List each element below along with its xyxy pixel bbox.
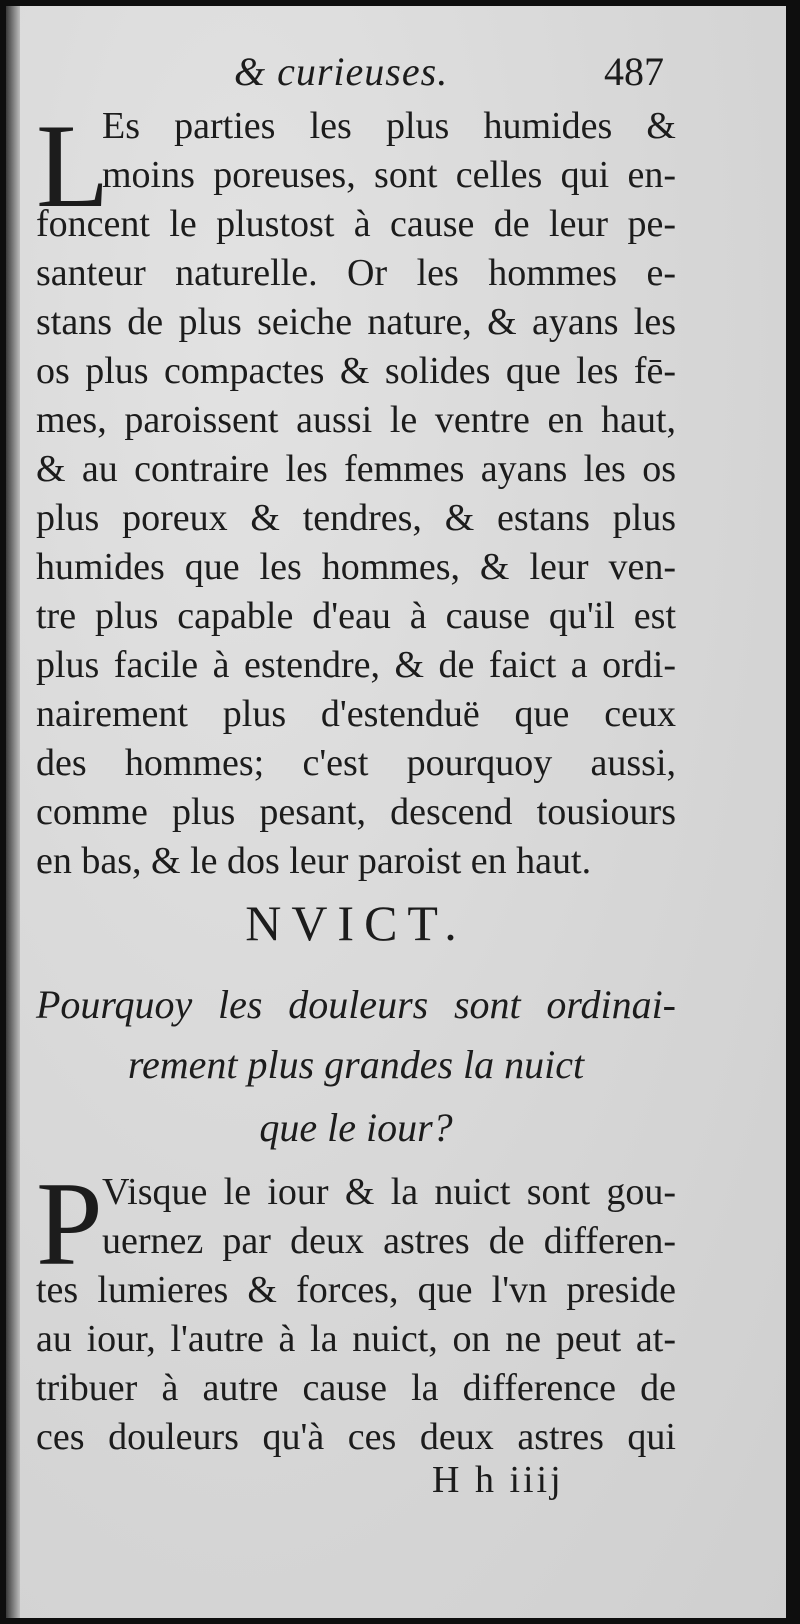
text-line: plus facile à estendre, & de faict a ordi- — [36, 644, 676, 686]
text-line: Es parties les plus humides & — [102, 105, 676, 147]
text-line: comme plus pesant, descend tousiours — [36, 791, 676, 833]
page-gutter-shadow — [6, 6, 20, 1618]
paragraph-2 — [36, 1168, 676, 1462]
text-line: moins poreuses, sont celles qui en- — [102, 154, 676, 196]
text-line: tribuer à autre cause la difference de — [36, 1367, 676, 1409]
running-head — [6, 48, 786, 108]
text-line: stans de plus seiche nature, & ayans les — [36, 301, 676, 343]
text-line: tre plus capable d'eau à cause qu'il est — [36, 595, 676, 637]
text-line: santeur naturelle. Or les hommes e- — [36, 252, 676, 294]
question-line-1: Pourquoy les douleurs sont ordinai- — [36, 982, 676, 1027]
text-line: & au contraire les femmes ayans les os — [36, 448, 676, 490]
text-line: plus poreux & tendres, & estans plus — [36, 497, 676, 539]
text-line: tes lumieres & forces, que l'vn preside — [36, 1269, 676, 1311]
book-page — [6, 6, 786, 1618]
text-line: mes, paroissent aussi le ventre en haut, — [36, 399, 676, 441]
page-number: 487 — [604, 49, 664, 94]
text-line: au iour, l'autre à la nuict, on ne peut at- — [36, 1318, 676, 1360]
running-head-title: & curieuses. — [234, 49, 449, 94]
drop-cap-p: P — [36, 1157, 103, 1290]
text-line: ces douleurs qu'à ces deux astres qui — [36, 1416, 676, 1458]
text-line: foncent le plustost à cause de leur pe- — [36, 203, 676, 245]
section-heading: NVICT. — [245, 895, 467, 951]
signature-mark: H h iiij — [432, 1459, 564, 1501]
text-line: des hommes; c'est pourquoy aussi, — [36, 742, 676, 784]
paragraph-1 — [36, 99, 676, 886]
drop-cap-l: L — [36, 99, 110, 232]
question-line-2: rement plus grandes la nuict — [127, 1042, 585, 1087]
text-line: humides que les hommes, & leur ven- — [36, 546, 676, 588]
text-line: nairement plus d'estenduë que ceux — [36, 693, 676, 735]
question-line-3: que le iour? — [259, 1105, 453, 1150]
text-line: Visque le iour & la nuict sont gou- — [102, 1171, 676, 1213]
text-line: en bas, & le dos leur paroist en haut. — [36, 840, 592, 882]
text-line: os plus compactes & solides que les fē- — [36, 350, 676, 392]
text-line: uernez par deux astres de differen- — [102, 1220, 676, 1262]
